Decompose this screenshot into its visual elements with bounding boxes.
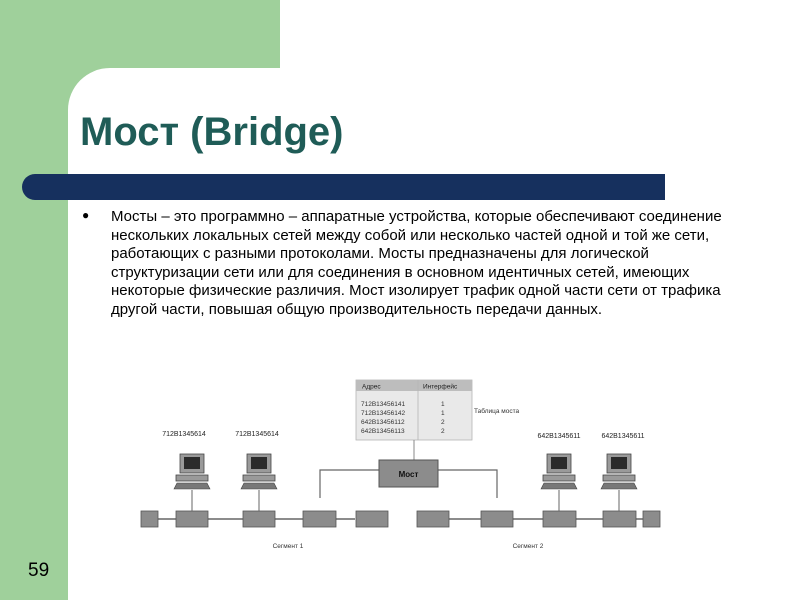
table-cell-interface: 1	[441, 401, 445, 408]
table-cell-address: 642В13456112	[361, 419, 405, 426]
network-node	[141, 511, 158, 527]
bullet-text: Мосты – это программно – аппаратные устройства, которые обеспечивают соединение нескольких локальных сетей между собой или несколько частей одной и той же сети, работающих с разными протоколами. Мосты предназначены для логической структуризации сети или для соединения в основном идентичных сетей, имеющих некоторые физические различия. Мост изолирует трафик одной части сети от трафика другой части, повышая общую производительность передачи данных.	[111, 208, 722, 318]
table-caption: Таблица моста	[474, 408, 520, 415]
table-cell-address: 712В13456142	[361, 410, 406, 417]
network-node	[176, 511, 208, 527]
bridge-label: Мост	[398, 470, 419, 479]
network-node	[356, 511, 388, 527]
computer-icon	[174, 454, 210, 489]
table-cell-interface: 1	[441, 410, 445, 417]
bridge-network-diagram	[130, 376, 670, 556]
table-cell-interface: 2	[441, 419, 445, 426]
bullet-icon: ●	[82, 208, 90, 222]
computer-label: 642В1345611	[537, 433, 581, 440]
table-cell-address: 712В13456141	[361, 401, 406, 408]
page-number: 59	[28, 560, 50, 581]
table-cell-address: 642В13456113	[361, 428, 405, 435]
network-node	[643, 511, 660, 527]
segment-label: Сегмент 2	[512, 543, 544, 550]
network-node	[303, 511, 336, 527]
computer-label: 712В1345614	[162, 431, 206, 438]
table-header-interface: Интерфейс	[423, 383, 458, 391]
network-node	[543, 511, 576, 527]
network-node	[481, 511, 513, 527]
table-header-address: Адрес	[362, 383, 381, 391]
computer-icon	[541, 454, 577, 489]
title-underline-bar	[22, 174, 665, 200]
slide-title: Мост (Bridge)	[80, 110, 344, 154]
bridge-table	[356, 380, 472, 440]
computer-label: 642В1345611	[601, 433, 645, 440]
computer-icon	[241, 454, 277, 489]
network-node	[417, 511, 449, 527]
green-left-strip	[0, 0, 68, 600]
network-node	[603, 511, 636, 527]
table-cell-interface: 2	[441, 428, 445, 435]
segment-label: Сегмент 1	[272, 543, 304, 550]
computer-label: 712В1345614	[235, 431, 279, 438]
network-node	[243, 511, 275, 527]
computer-icon	[601, 454, 637, 489]
